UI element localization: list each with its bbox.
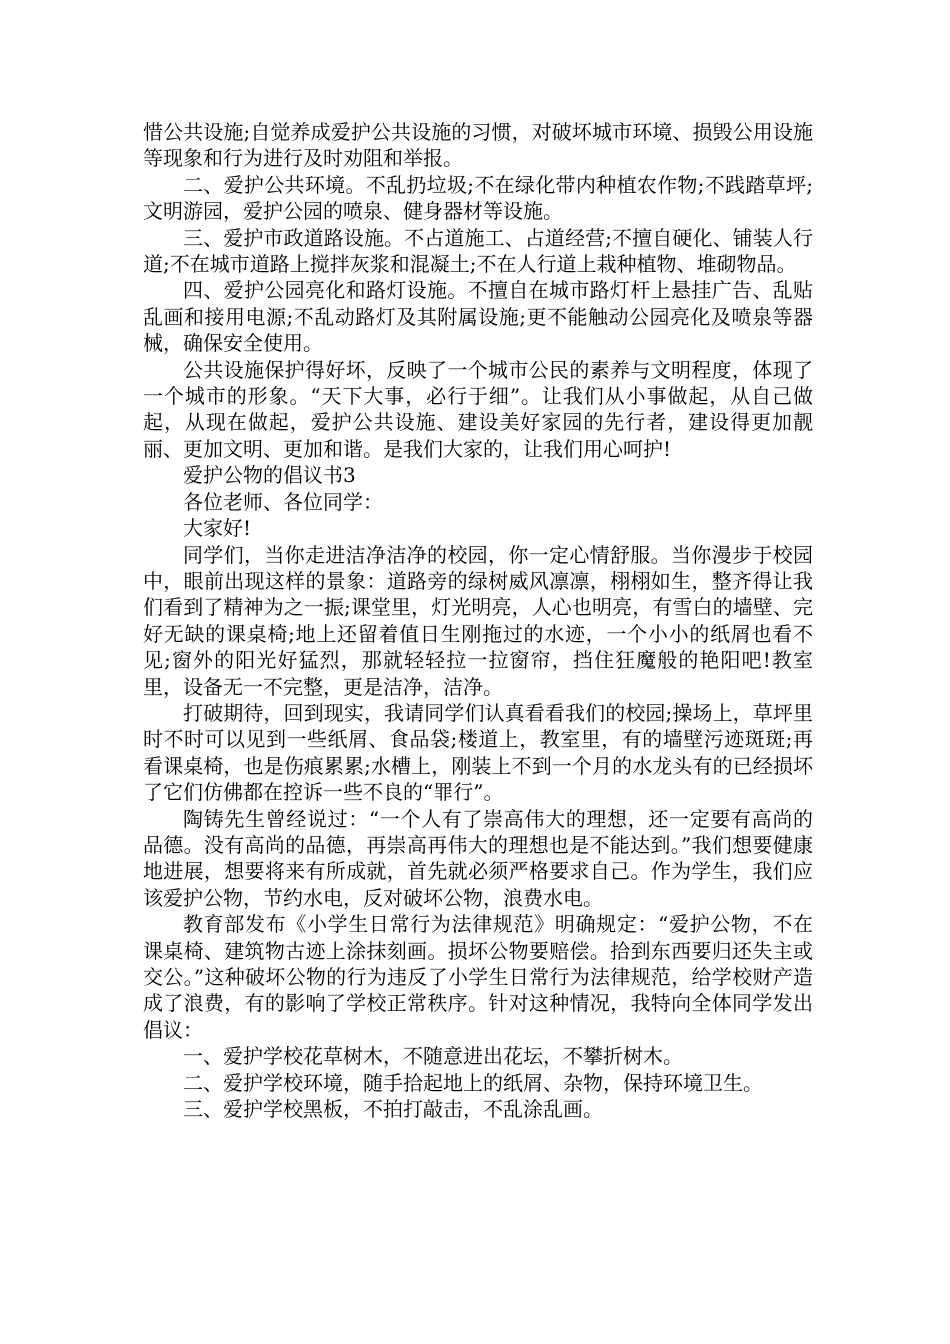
paragraph-item-four: 四、爱护公园亮化和路灯设施。不擅自在城市路灯杆上悬挂广告、乱贴乱画和接用电源;不乱动路灯及其附属设施;更不能触动公园亮化及喷泉等器械，确保安全使用。	[143, 278, 813, 356]
paragraph-item-three: 三、爱护市政道路设施。不占道施工、占道经营;不擅自硬化、铺装人行道;不在城市道路上搅拌灰浆和混凝土;不在人行道上栽种植物、堆砌物品。	[143, 225, 813, 277]
section-heading: 爱护公物的倡议书3	[183, 463, 356, 488]
paragraph-intro-continuation: 惜公共设施;自觉养成爱护公共设施的习惯，对破坏城市环境、损毁公用设施等现象和行为进行及时劝阻和举报。	[143, 120, 813, 171]
paragraph-campus-scene: 同学们，当你走进洁净洁净的校园，你一定心情舒服。当你漫步于校园中，眼前出现这样的景象：道路旁的绿树威风凛凛，栩栩如生，整齐得让我们看到了精神为之一振;课堂里，灯光明亮，人心也明亮，有雪白的墙壁、完好无缺的课桌椅;地上还留着值日生刚拖过的水迹，一个小小的纸屑也看不见;窗外的阳光好猛烈，那就轻轻拉一拉窗帘，挡住狂魔般的艳阳吧!教室里，设备无一不完整，更是洁净，洁净。	[143, 542, 813, 699]
paragraph-item-two: 二、爱护公共环境。不乱扔垃圾;不在绿化带内种植农作物;不践踏草坪;文明游园，爱护公园的喷泉、健身器材等设施。	[143, 172, 813, 224]
proposal-item-three: 三、爱护学校黑板，不拍打敲击，不乱涂乱画。	[183, 1097, 603, 1122]
greeting: 大家好!	[183, 516, 252, 541]
paragraph-quote: 陶铸先生曾经说过：“一个人有了崇高伟大的理想，还一定要有高尚的品德。没有高尚的品德，再崇高再伟大的理想也是不能达到。”我们想要健康地进展，想要将来有所成就，首先就必须严格要求自己。作为学生，我们应该爱护公物，节约水电，反对破坏公物，浪费水电。	[143, 806, 813, 910]
paragraph-reality: 打破期待，回到现实，我请同学们认真看看我们的校园;操场上，草坪里时不时可以见到一些纸屑、食品袋;楼道上，教室里，有的墙壁污迹斑斑;再看课桌椅，也是伤痕累累;水槽上，刚装上不到一个月的水龙头有的已经损坏了它们仿佛都在控诉一些不良的“罪行”。	[143, 700, 813, 805]
proposal-item-one: 一、爱护学校花草树木，不随意进出花坛，不攀折树木。	[183, 1044, 683, 1069]
document-body	[143, 119, 813, 1122]
paragraph-regulation: 教育部发布《小学生日常行为法律规范》明确规定：“爱护公物，不在课桌椅、建筑物古迹上涂抹刻画。损坏公物要赔偿。拾到东西要归还失主或交公。”这种破坏公物的行为违反了小学生日常行为法律规范，给学校财产造成了浪费，有的影响了学校正常秩序。针对这种情况，我特向全体同学发出倡议：	[143, 912, 813, 1042]
proposal-item-two: 二、爱护学校环境，随手拾起地上的纸屑、杂物，保持环境卫生。	[183, 1070, 763, 1095]
salutation: 各位老师、各位同学：	[183, 489, 383, 514]
paragraph-conclusion: 公共设施保护得好坏，反映了一个城市公民的素养与文明程度，体现了一个城市的形象。“天下大事，必行于细”。让我们从小事做起，从自己做起，从现在做起，爱护公共设施、建设美好家园的先行者，建设得更加靓丽、更加文明、更加和谐。是我们大家的，让我们用心呵护!	[143, 357, 813, 461]
